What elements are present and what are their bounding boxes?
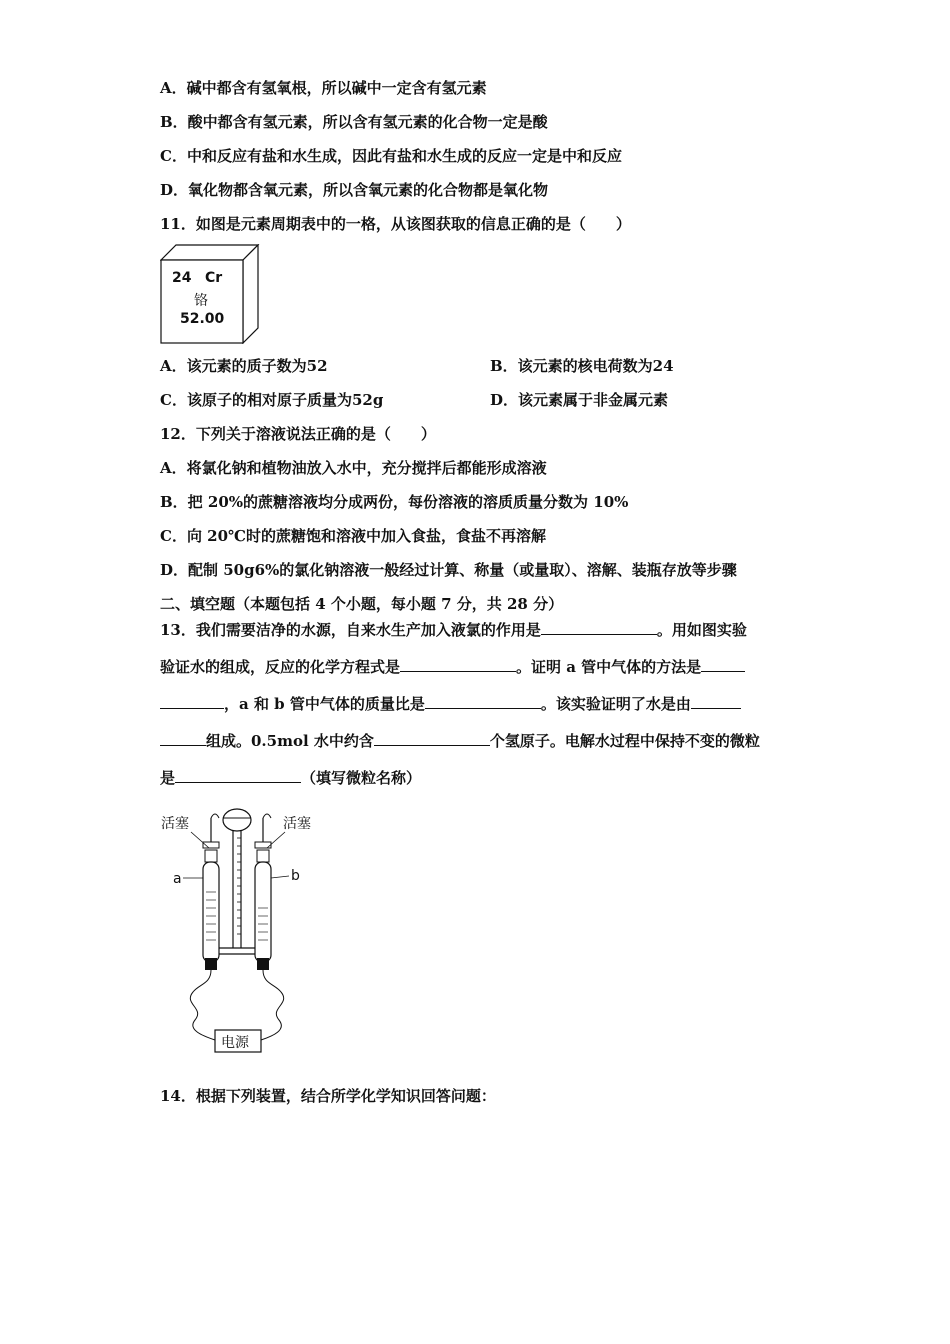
q12-option-b: B．把 20%的蔗糖溶液均分成两份，每份溶液的溶质质量分数为 10% — [160, 493, 629, 511]
tube-a-label: a — [173, 871, 182, 887]
q13-text: 。用如图实验 — [656, 621, 747, 639]
q13-text: 13．我们需要洁净的水源，自来水生产加入液氯的作用是 — [160, 621, 541, 639]
q10-option-a: A．碱中都含有氢氧根，所以碱中一定含有氢元素 — [160, 79, 487, 97]
q12-stem: 12．下列关于溶液说法正确的是（ ） — [160, 425, 436, 443]
answer-blank[interactable] — [374, 731, 490, 746]
apparatus-labels — [155, 798, 335, 1060]
q13-text: 是 — [160, 769, 176, 787]
q13-text: 组成。0.5mol 水中约含 — [206, 732, 374, 750]
atomic-number: 24 — [172, 270, 192, 286]
q13-text: 。该实验证明了水是由 — [540, 695, 691, 713]
q13-text: 个氢原子。电解水过程中保持不变的微粒 — [489, 732, 760, 750]
answer-blank[interactable] — [160, 694, 224, 709]
q13-line-1 — [160, 620, 747, 640]
answer-blank[interactable] — [175, 768, 301, 783]
tube-b-label: b — [291, 868, 300, 884]
q13-text: 。证明 a 管中气体的方法是 — [516, 658, 702, 676]
q12-option-d: D．配制 50g6%的氯化钠溶液一般经过计算、称量（或量取）、溶解、装瓶存放等步骤 — [160, 561, 737, 579]
answer-blank[interactable] — [701, 657, 745, 672]
element-symbol: Cr — [205, 270, 223, 286]
q13-text: （填写微粒名称） — [301, 769, 422, 787]
q13-line-5 — [160, 768, 421, 788]
q11-option-b: B．该元素的核电荷数为24 — [490, 357, 674, 375]
q12-option-a: A．将氯化钠和植物油放入水中，充分搅拌后都能形成溶液 — [160, 459, 547, 477]
q14-stem: 14．根据下列装置，结合所学化学知识回答问题： — [160, 1087, 496, 1105]
q13-text: 验证水的组成，反应的化学方程式是 — [160, 658, 401, 676]
q13-line-2 — [160, 657, 745, 677]
q11-option-d: D．该元素属于非金属元素 — [490, 391, 669, 409]
answer-blank[interactable] — [541, 620, 657, 635]
q10-option-b: B．酸中都含有氢元素，所以含有氢元素的化合物一定是酸 — [160, 113, 548, 131]
section-heading: 二、填空题（本题包括 4 个小题，每小题 7 分，共 28 分） — [160, 595, 564, 613]
q12-option-c: C．向 20℃时的蔗糖饱和溶液中加入食盐，食盐不再溶解 — [160, 527, 547, 545]
power-supply-label: 电源 — [221, 1035, 249, 1051]
answer-blank[interactable] — [160, 731, 206, 746]
element-name: 铬 — [194, 293, 208, 309]
q13-line-4 — [160, 731, 760, 751]
answer-blank[interactable] — [400, 657, 516, 672]
q11-option-a: A．该元素的质子数为52 — [160, 357, 328, 375]
atomic-mass: 52.00 — [180, 311, 225, 327]
answer-blank[interactable] — [425, 694, 541, 709]
stopcock-label-right: 活塞 — [283, 816, 311, 832]
q10-option-c: C．中和反应有盐和水生成，因此有盐和水生成的反应一定是中和反应 — [160, 147, 622, 165]
answer-blank[interactable] — [691, 694, 741, 709]
q10-option-d: D．氧化物都含氧元素，所以含氧元素的化合物都是氧化物 — [160, 181, 549, 199]
cell-box-drawing — [160, 244, 260, 344]
q11-option-c: C．该原子的相对原子质量为52g — [160, 391, 384, 409]
stopcock-label-left: 活塞 — [161, 816, 189, 832]
q11-stem: 11．如图是元素周期表中的一格，从该图获取的信息正确的是（ ） — [160, 215, 631, 233]
periodic-table-cell — [160, 244, 260, 344]
q13-text: ，a 和 b 管中气体的质量比是 — [224, 695, 425, 713]
electrolysis-apparatus — [155, 798, 335, 1060]
q13-line-3 — [160, 694, 741, 714]
